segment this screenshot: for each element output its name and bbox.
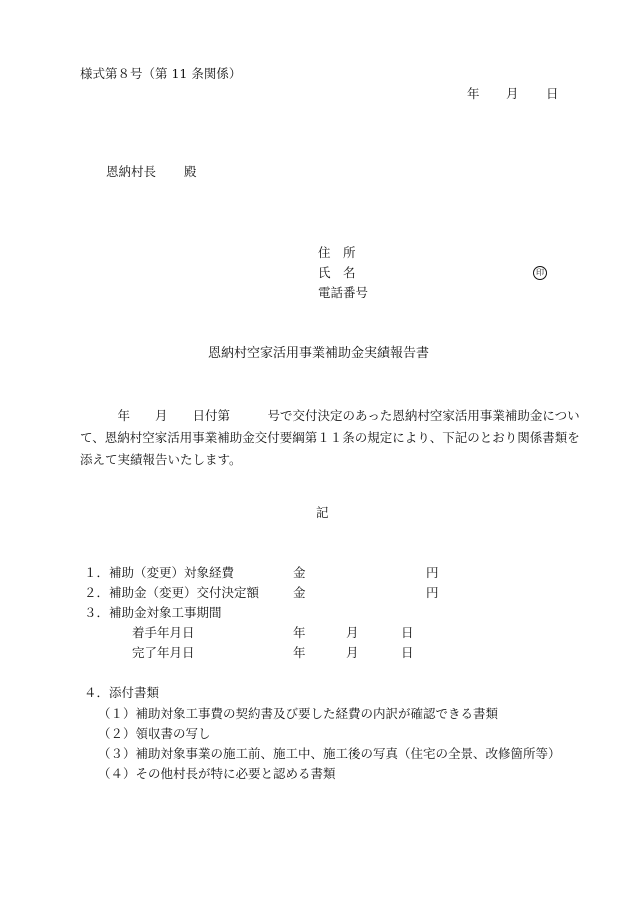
end-month: 月 [346,645,359,660]
item-2-label: ２．補助金（変更）交付決定額 [84,585,260,600]
item-2-kin: 金 [293,585,306,600]
item-1-label: １．補助（変更）対象経費 [84,565,235,580]
date-month: 月 [506,86,519,101]
form-number: 様式第８号（第 11 条関係） [80,66,242,81]
name-label: 氏 名 [318,265,356,280]
end-year: 年 [293,645,306,660]
attachment-item: （３）補助対象事業の施工前、施工中、施工後の写真（住宅の全景、改修箇所等） [98,746,561,761]
start-month: 月 [346,625,359,640]
item-3-label: ３．補助金対象工事期間 [84,605,222,620]
start-year: 年 [293,625,306,640]
start-date-label: 着手年月日 [132,625,195,640]
addressee-honorific: 殿 [184,164,197,179]
date-day: 日 [546,86,559,101]
end-day: 日 [401,645,414,660]
address-label: 住 所 [318,245,356,260]
item-1-en: 円 [426,565,439,580]
item-2-en: 円 [426,585,439,600]
item-1-kin: 金 [293,565,306,580]
attachment-item: （２）領収書の写し [98,726,211,741]
item-4-label: ４．添付書類 [84,685,160,700]
attachment-item: （４）その他村長が特に必要と認める書類 [98,766,336,781]
date-year: 年 [467,86,480,101]
attachment-item: （１）補助対象工事費の契約書及び要した経費の内訳が確認できる書類 [98,706,499,721]
end-date-label: 完了年月日 [132,645,195,660]
phone-label: 電話番号 [318,285,369,300]
ki-heading: 記 [316,505,329,520]
body-paragraph: 年 月 日付第 号で交付決定のあった恩納村空家活用事業補助金について、恩納村空家活用事業補助金交付要綱第１１条の規定により、下記のとおり関係書類を添えて実績報告いたします。 [80,408,580,467]
document-title: 恩納村空家活用事業補助金実績報告書 [208,346,430,361]
addressee-name: 恩納村長 [106,164,157,179]
start-day: 日 [401,625,414,640]
seal-mark: 印 [533,266,547,280]
